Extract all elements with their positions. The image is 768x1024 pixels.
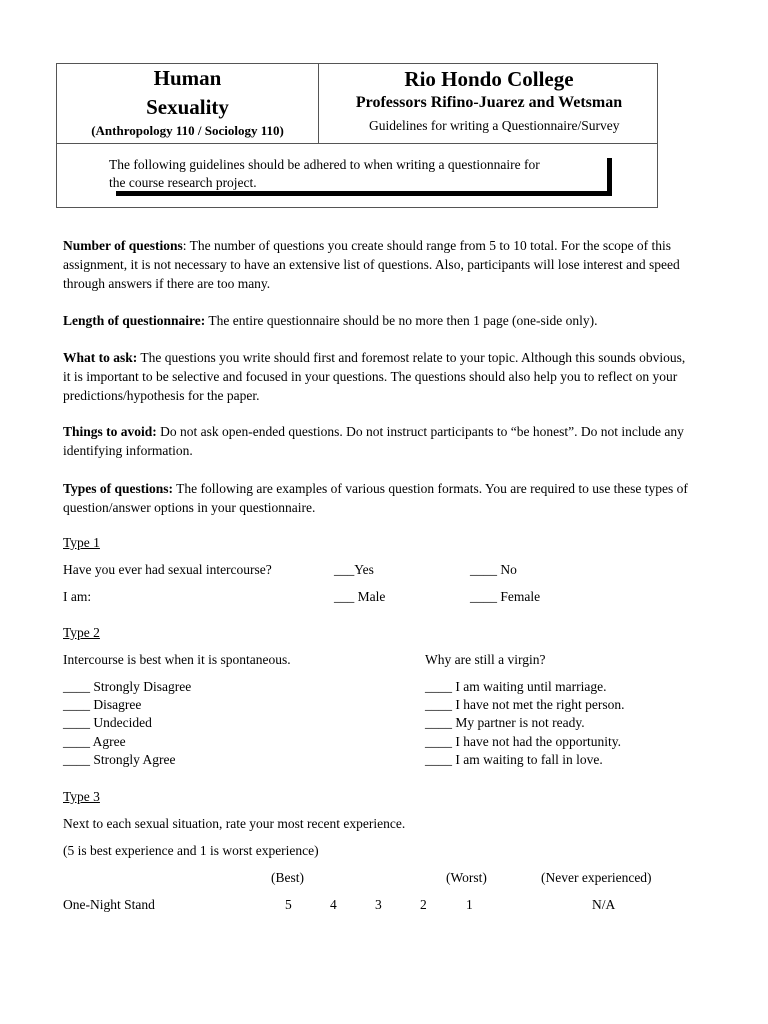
paragraph-what-to-ask xyxy=(63,348,688,405)
type3-row-label: One-Night Stand xyxy=(63,897,155,912)
answer-option: ____ I am waiting until marriage. xyxy=(425,679,607,694)
paragraph-text: The entire questionnaire should be no more then 1 page (one-side only). xyxy=(205,313,598,328)
type1-question: I am: xyxy=(63,589,92,604)
column-header: (Never experienced) xyxy=(541,870,652,885)
answer-option: ____ Strongly Agree xyxy=(63,752,176,767)
rating-value: 1 xyxy=(466,897,473,912)
answer-option: ____ No xyxy=(470,562,517,577)
type1-question: Have you ever had sexual intercourse? xyxy=(63,562,272,577)
rating-value: 5 xyxy=(285,897,292,912)
column-header: (Worst) xyxy=(446,870,487,885)
intro-line: the course research project. xyxy=(109,175,257,190)
course-title-line1: Human xyxy=(153,66,222,90)
answer-option: ____ My partner is not ready. xyxy=(425,715,585,730)
course-title-line2: Sexuality xyxy=(146,95,229,119)
shadow-frame xyxy=(607,158,612,194)
answer-option: ____ Disagree xyxy=(63,697,142,712)
rating-value: 4 xyxy=(330,897,337,912)
paragraph-heading: Length of questionnaire: xyxy=(63,313,206,328)
type3-label: Type 3 xyxy=(63,789,100,804)
type3-instruction: Next to each sexual situation, rate your most recent experience. xyxy=(63,816,406,831)
paragraph-heading: What to ask: xyxy=(63,350,138,365)
rating-value: 3 xyxy=(375,897,382,912)
answer-option: ____ I have not had the opportunity. xyxy=(425,734,621,749)
paragraph-things-to-avoid xyxy=(63,422,688,460)
paragraph-length xyxy=(63,311,688,330)
answer-option: ____ Agree xyxy=(63,734,126,749)
column-header: (Best) xyxy=(271,870,304,885)
type2-left-question: Intercourse is best when it is spontaneous. xyxy=(63,652,291,667)
course-codes: (Anthropology 110 / Sociology 110) xyxy=(91,123,284,138)
college-name: Rio Hondo College xyxy=(404,67,574,91)
type2-right-question: Why are still a virgin? xyxy=(425,652,546,667)
guidelines-title: Guidelines for writing a Questionnaire/Survey xyxy=(369,118,620,133)
answer-option: ____ Strongly Disagree xyxy=(63,679,192,694)
type3-scale-note: (5 is best experience and 1 is worst experience) xyxy=(63,843,319,858)
paragraph-text: : The number of questions you create should range from 5 to 10 total. For the scope of this assignment, it is not necessary to have an extensive list of questions. Also, participants will lose interest and speed through answers if there are too many. xyxy=(63,238,680,291)
header-box xyxy=(56,63,658,208)
paragraph-text: The questions you write should first and foremost relate to your topic. Although this sounds obvious, it is important to be selective and focused in your questions. The questions should also help you to reflect on your predictions/hypothesis for the paper. xyxy=(63,350,686,403)
paragraph-heading: Things to avoid: xyxy=(63,424,157,439)
type1-label: Type 1 xyxy=(63,535,100,550)
type2-label: Type 2 xyxy=(63,625,100,640)
shadow-frame xyxy=(116,191,612,196)
rating-value: 2 xyxy=(420,897,427,912)
answer-option: ____ I have not met the right person. xyxy=(425,697,625,712)
answer-option: ____ Undecided xyxy=(63,715,152,730)
paragraph-number-of-questions xyxy=(63,236,688,293)
answer-option: ___ Male xyxy=(334,589,386,604)
rating-na: N/A xyxy=(592,897,616,912)
answer-option: ____ Female xyxy=(470,589,541,604)
intro-text xyxy=(109,156,609,192)
professors: Professors Rifino-Juarez and Wetsman xyxy=(355,94,623,111)
paragraph-heading: Number of questions xyxy=(63,238,183,253)
answer-option: ____ I am waiting to fall in love. xyxy=(425,752,603,767)
paragraph-text: Do not ask open-ended questions. Do not instruct participants to “be honest”. Do not include any identifying information. xyxy=(63,424,684,458)
header-divider xyxy=(57,143,657,144)
intro-line: The following guidelines should be adhered to when writing a questionnaire for xyxy=(109,157,540,172)
answer-option: ___Yes xyxy=(334,562,374,577)
paragraph-types-of-questions xyxy=(63,479,688,517)
paragraph-text: The following are examples of various question formats. You are required to use these types of question/answer options in your questionnaire. xyxy=(63,481,688,515)
paragraph-heading: Types of questions: xyxy=(63,481,174,496)
